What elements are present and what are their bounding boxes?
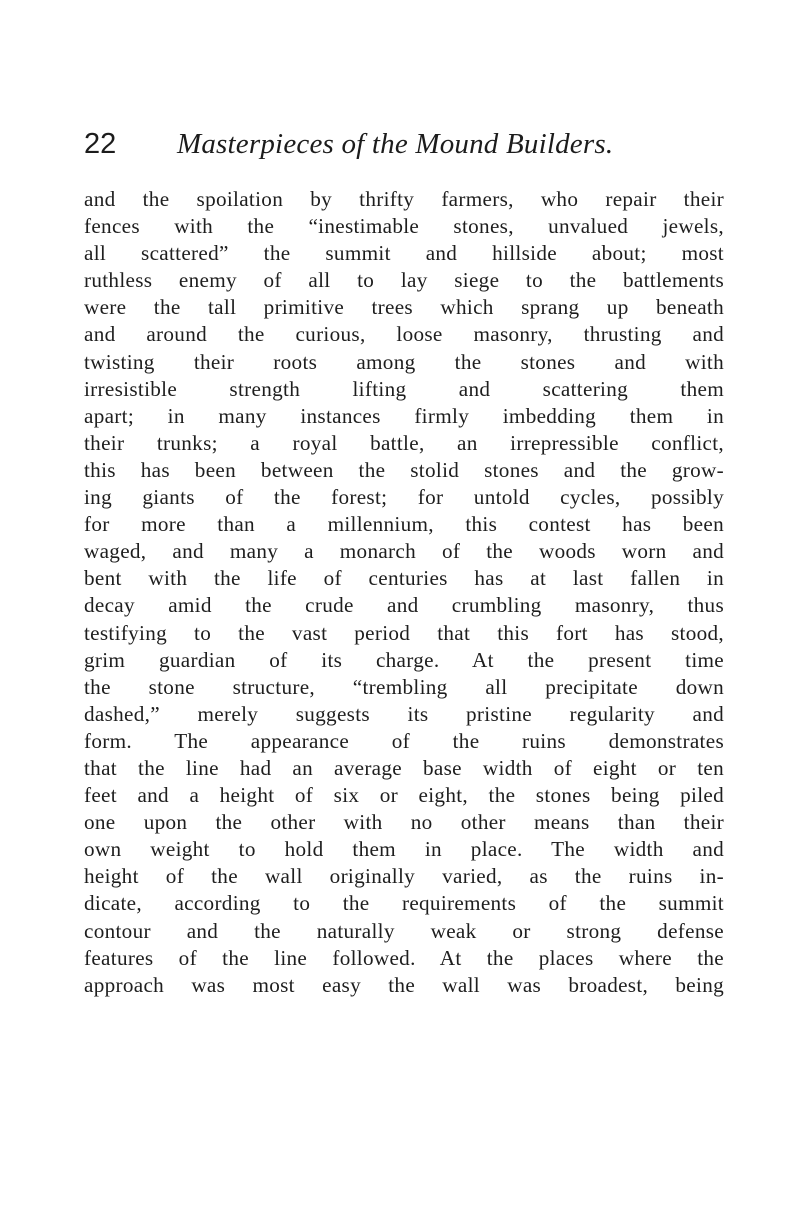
text-line: this has been between the stolid stones and the grow- [84, 457, 724, 482]
text-line: contour and the naturally weak or strong defense [84, 918, 724, 943]
text-line: ing giants of the forest; for untold cycles, possibly [84, 485, 724, 510]
text-line: dashed,” merely suggests its pristine regularity and [84, 701, 724, 726]
text-line: testifying to the vast period that this fort has stood, [84, 620, 724, 645]
text-line: feet and a height of six or eight, the stones being piled [84, 783, 724, 808]
text-line: features of the line followed. At the places where the [84, 945, 724, 970]
text-line: fences with the “inestimable stones, unvalued jewels, [84, 214, 724, 239]
text-line: waged, and many a monarch of the woods worn and [84, 539, 724, 564]
text-line: were the tall primitive trees which sprang up beneath [84, 295, 724, 320]
text-line: that the line had an average base width of eight or ten [84, 755, 724, 780]
body-text [84, 186, 724, 999]
text-line: dicate, according to the requirements of the summit [84, 891, 724, 916]
text-line: their trunks; a royal battle, an irrepressible conflict, [84, 430, 724, 455]
text-line: decay amid the crude and crumbling masonry, thus [84, 593, 724, 618]
text-line: approach was most easy the wall was broadest, being [84, 972, 724, 997]
text-line: bent with the life of centuries has at last fallen in [84, 566, 724, 591]
running-head [84, 126, 684, 162]
text-line: one upon the other with no other means than their [84, 810, 724, 835]
text-line: height of the wall originally varied, as the ruins in- [84, 864, 724, 889]
text-line: ruthless enemy of all to lay siege to the battlements [84, 268, 724, 293]
text-line: grim guardian of its charge. At the present time [84, 647, 724, 672]
book-title: Masterpieces of the Mound Builders. [177, 128, 614, 160]
page-number: 22 [84, 128, 117, 160]
text-line: the stone structure, “trembling all precipitate down [84, 674, 724, 699]
text-line: own weight to hold them in place. The width and [84, 837, 724, 862]
text-line: and the spoilation by thrifty farmers, who repair their [84, 187, 724, 211]
text-line: twisting their roots among the stones and with [84, 349, 724, 374]
text-line: irresistible strength lifting and scattering them [84, 376, 724, 401]
text-line: for more than a millennium, this contest has been [84, 512, 724, 537]
text-line: and around the curious, loose masonry, thrusting and [84, 322, 724, 347]
text-line: all scattered” the summit and hillside about; most [84, 241, 724, 266]
text-line: form. The appearance of the ruins demonstrates [84, 728, 724, 753]
text-line: apart; in many instances firmly imbedding them in [84, 403, 724, 428]
